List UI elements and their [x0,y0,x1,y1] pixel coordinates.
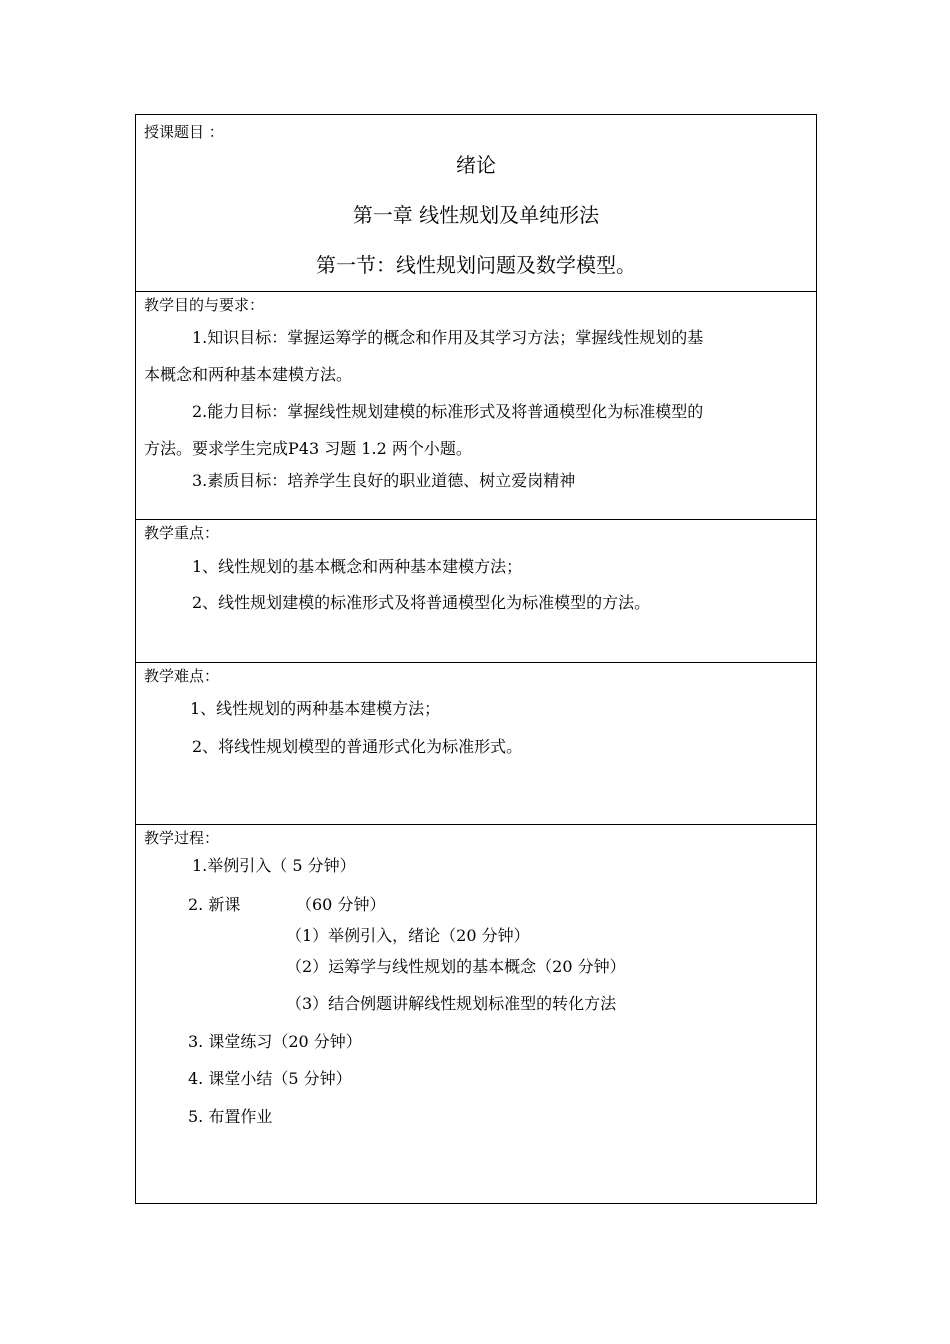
difficulty-item-2: 2、将线性规划模型的普通形式化为标准形式。 [192,737,523,756]
objective-knowledge-line2: 本概念和两种基本建模方法。 [144,365,353,384]
topic-label: 授课题目 ： [144,123,224,141]
process-step-3: 3. 课堂练习（20 分钟） [188,1032,362,1051]
process-label: 教学过程： [144,829,220,847]
process-step-1: 1.举例引入（ 5 分钟） [192,856,356,875]
difficulty-item-1: 1、线性规划的两种基本建模方法； [190,699,441,718]
process-step-2-time: （60 分钟） [296,895,386,914]
keypoints-cell [136,519,816,662]
keypoints-label: 教学重点： [144,524,220,542]
topic-cell [136,115,816,291]
process-substep-3: （3）结合例题讲解线性规划标准型的转化方法 [286,994,617,1013]
objective-quality: 3.素质目标：培养学生良好的职业道德、树立爱岗精神 [192,471,576,490]
section-title: 第一节：线性规划问题及数学模型。 [316,253,636,277]
keypoint-item-1: 1、线性规划的基本概念和两种基本建模方法； [192,557,523,576]
process-cell [136,824,816,1203]
process-substep-2: （2）运筹学与线性规划的基本概念（20 分钟） [286,957,626,976]
process-substep-1: （1）举例引入，绪论（20 分钟） [286,926,530,945]
difficulties-cell [136,662,816,824]
chapter-title: 第一章 线性规划及单纯形法 [352,203,600,227]
difficulties-label: 教学难点： [144,667,220,685]
lesson-plan-table [135,114,817,1204]
process-step-4: 4. 课堂小结（5 分钟） [188,1069,352,1088]
keypoint-item-2: 2、线性规划建模的标准形式及将普通模型化为标准模型的方法。 [192,593,651,612]
process-step-5: 5. 布置作业 [188,1107,273,1126]
process-step-2: 2. 新课 [188,895,241,914]
objectives-cell [136,291,816,519]
objectives-label: 教学目的与要求： [144,296,265,314]
objective-ability-line2: 方法。要求学生完成P43 习题 1.2 两个小题。 [144,439,472,458]
objective-knowledge-line1: 1.知识目标：掌握运筹学的概念和作用及其学习方法；掌握线性规划的基 [192,328,704,347]
objective-ability-line1: 2.能力目标：掌握线性规划建模的标准形式及将普通模型化为标准模型的 [192,402,704,421]
lesson-title: 绪论 [456,153,496,177]
